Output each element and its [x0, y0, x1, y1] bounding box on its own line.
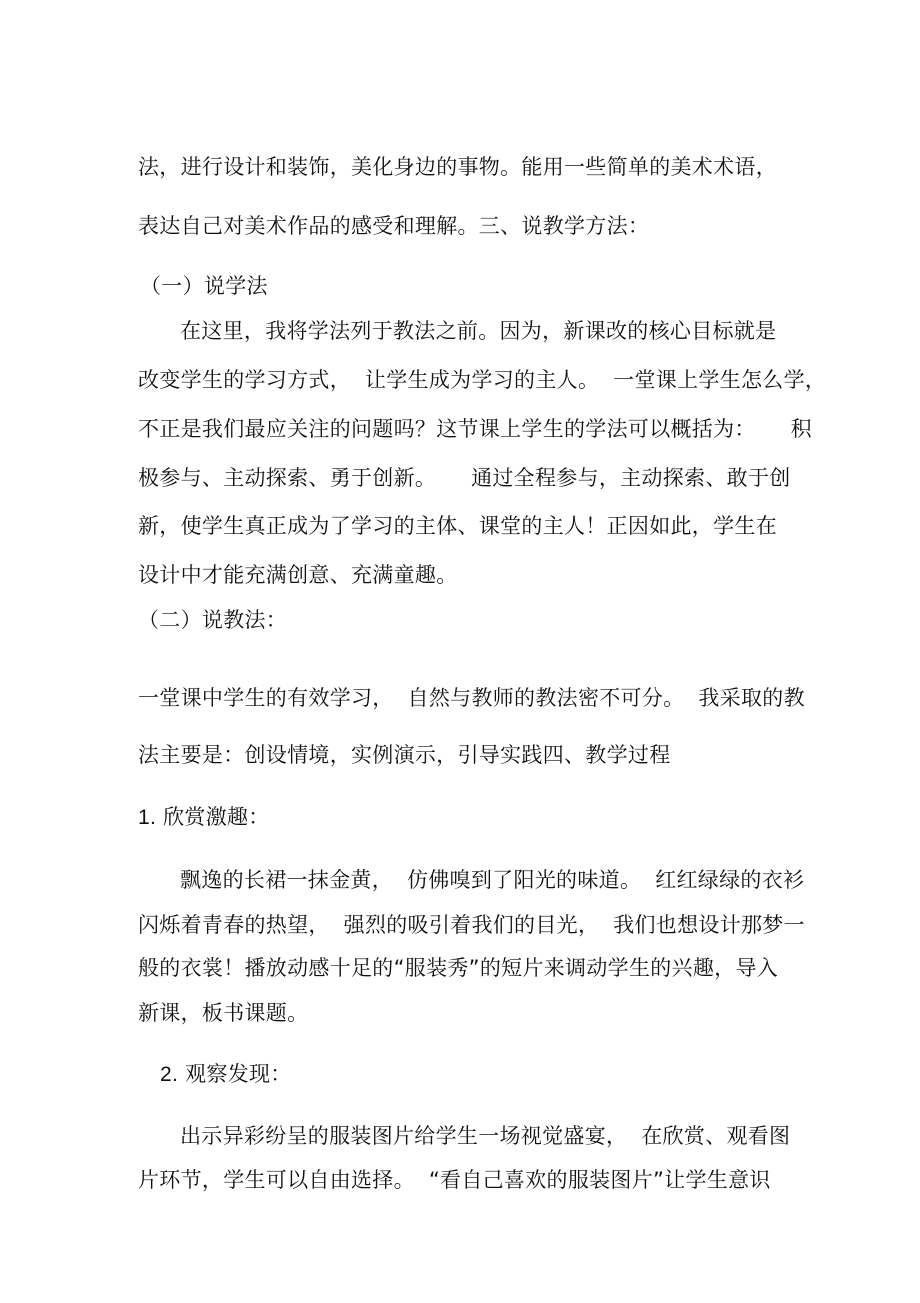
text-line: 在这里，我将学法列于教法之前。因为，新课改的核心目标就是 [180, 319, 777, 343]
text-line: 法，进行设计和装饰，美化身边的事物。能用一些简单的美术术语， [138, 155, 777, 179]
numbered-heading-observation [160, 1060, 292, 1089]
text-line: 改变学生的学习方式， 让学生成为学习的主人。 一堂课上学生怎么学， [138, 368, 827, 392]
text-line: 出示异彩纷呈的服装图片给学生一场视觉盛宴， 在欣赏、观看图 [180, 1124, 791, 1148]
text-line: 表达自己对美术作品的感受和理解。三、说教学方法： [138, 214, 650, 238]
heading-text: 观察发现： [185, 1062, 292, 1086]
text-line: 片环节，学生可以自由选择。 “看自己喜欢的服装图片”让学生意识 [138, 1168, 771, 1192]
text-line: 新课，板书课题。 [138, 1001, 309, 1025]
text-line: 一堂课中学生的有效学习， 自然与教师的教法密不可分。 我采取的教 [138, 686, 805, 710]
text-line: 新，使学生真正成为了学习的主体、课堂的主人！正因如此，学生在 [138, 514, 777, 538]
text-line: 法主要是：创设情境，实例演示，引导实践四、教学过程 [138, 743, 671, 767]
section-heading-study-method: （一）说学法 [140, 274, 268, 298]
section-heading-teaching-method: （二）说教法： [138, 608, 288, 632]
text-line: 设计中才能充满创意、充满童趣。 [138, 563, 458, 587]
text-line: 飘逸的长裙一抹金黄， 仿佛嗅到了阳光的味道。 红红绿绿的衣衫 [180, 868, 805, 892]
text-line: 闪烁着青春的热望， 强烈的吸引着我们的目光， 我们也想设计那梦一 [138, 913, 805, 937]
text-line: 不正是我们最应关注的问题吗？这节课上学生的学法可以概括为： 积 [138, 417, 812, 441]
text-line: 极参与、主动探索、勇于创新。 通过全程参与，主动探索、敢于创 [138, 466, 791, 490]
list-number: 1. [138, 806, 157, 829]
text-line: 般的衣裳！播放动感十足的“服装秀”的短片来调动学生的兴趣，导入 [138, 956, 779, 980]
list-number: 2. [160, 1063, 179, 1086]
numbered-heading-appreciation [138, 803, 270, 832]
heading-text: 欣赏激趣： [163, 805, 270, 829]
